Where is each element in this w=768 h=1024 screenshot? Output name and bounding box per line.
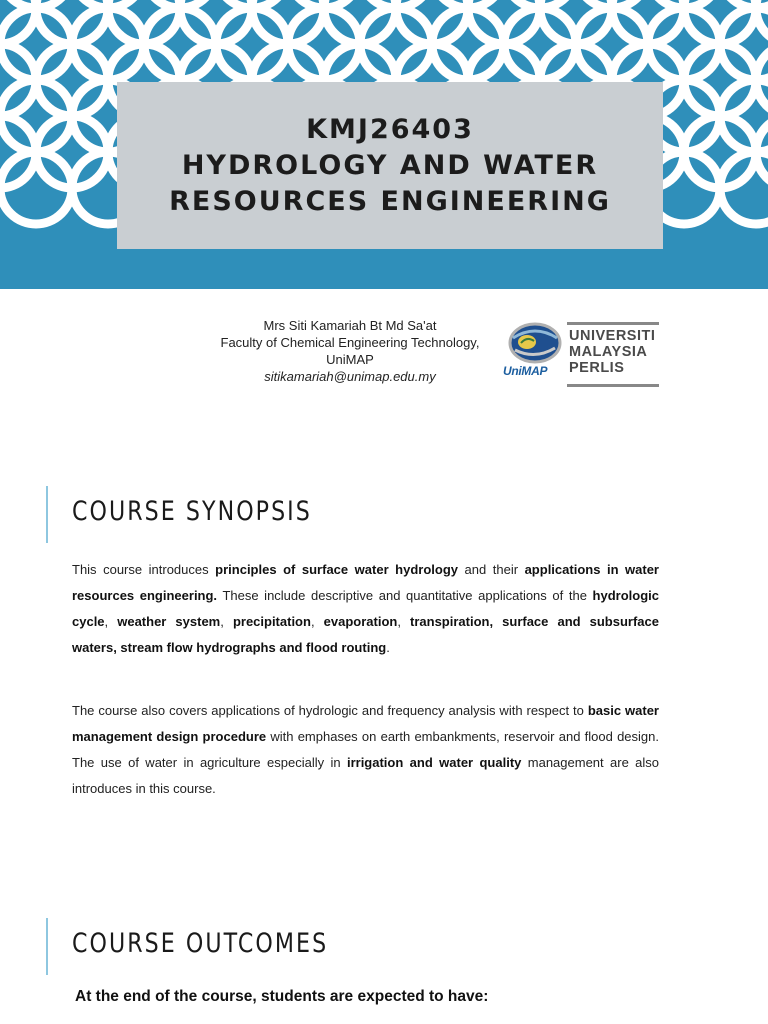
bold-term: applications in water resources engineering. <box>72 562 659 603</box>
author-faculty: Faculty of Chemical Engineering Technology, <box>220 335 480 350</box>
bold-term: precipitation <box>232 614 311 629</box>
bold-term: irrigation and water quality <box>346 755 522 770</box>
synopsis-paragraph-2 <box>72 698 659 802</box>
logo-university-name <box>569 328 655 376</box>
text-run: with emphases on earth embankments, reservoir and flood design. The use of water in agriculture especially in <box>72 729 659 770</box>
logo-line2: MALAYSIA <box>569 344 648 360</box>
text-run: , <box>310 614 324 629</box>
logo-short-name: UniMAP <box>503 364 548 378</box>
course-code: KMJ26403 <box>306 113 474 145</box>
author-institution: UniMAP <box>326 352 374 367</box>
synopsis-accent-bar <box>46 486 48 543</box>
course-title-line2: RESOURCES ENGINEERING <box>169 185 611 217</box>
text-run: , <box>104 614 118 629</box>
author-name: Mrs Siti Kamariah Bt Md Sa'at <box>263 318 437 333</box>
bold-term: evaporation <box>323 614 398 629</box>
outcomes-accent-bar <box>46 918 48 975</box>
bold-term: hydrologic cycle <box>72 588 659 629</box>
text-run: The course also covers applications of hydrologic and frequency analysis with respect to <box>72 703 588 718</box>
bold-term: transpiration, surface and subsurface waters, stream flow hydrographs and flood routing <box>72 614 659 655</box>
text-run: , <box>397 614 411 629</box>
text-run: management are also introduces in this course. <box>72 755 660 796</box>
globe-icon <box>507 320 563 366</box>
bold-term: basic water management design procedure <box>72 703 659 744</box>
header-banner <box>0 0 768 289</box>
outcomes-heading: COURSE OUTCOMES <box>72 928 329 959</box>
course-title-line1: HYDROLOGY AND WATER <box>181 149 599 181</box>
bold-term: weather system <box>117 614 221 629</box>
logo-rule-bottom <box>567 384 659 387</box>
text-run: , <box>220 614 233 629</box>
logo-rule-top <box>567 322 659 325</box>
title-box <box>117 82 663 249</box>
author-email[interactable]: sitikamariah@unimap.edu.my <box>264 369 436 384</box>
text-run: These include descriptive and quantitative applications of the <box>217 588 593 603</box>
synopsis-paragraph-1 <box>72 557 659 661</box>
text-run: This course introduces <box>72 562 216 577</box>
text-run: and their <box>458 562 525 577</box>
logo-line3: PERLIS <box>569 360 625 376</box>
text-run: . <box>386 640 390 655</box>
outcomes-intro: At the end of the course, students are expected to have: <box>75 988 489 1005</box>
logo-line1: UNIVERSITI <box>569 328 656 344</box>
bold-term: principles of surface water hydrology <box>215 562 458 577</box>
author-info <box>170 317 530 385</box>
synopsis-heading: COURSE SYNOPSIS <box>72 496 312 527</box>
unimap-logo <box>503 318 659 392</box>
